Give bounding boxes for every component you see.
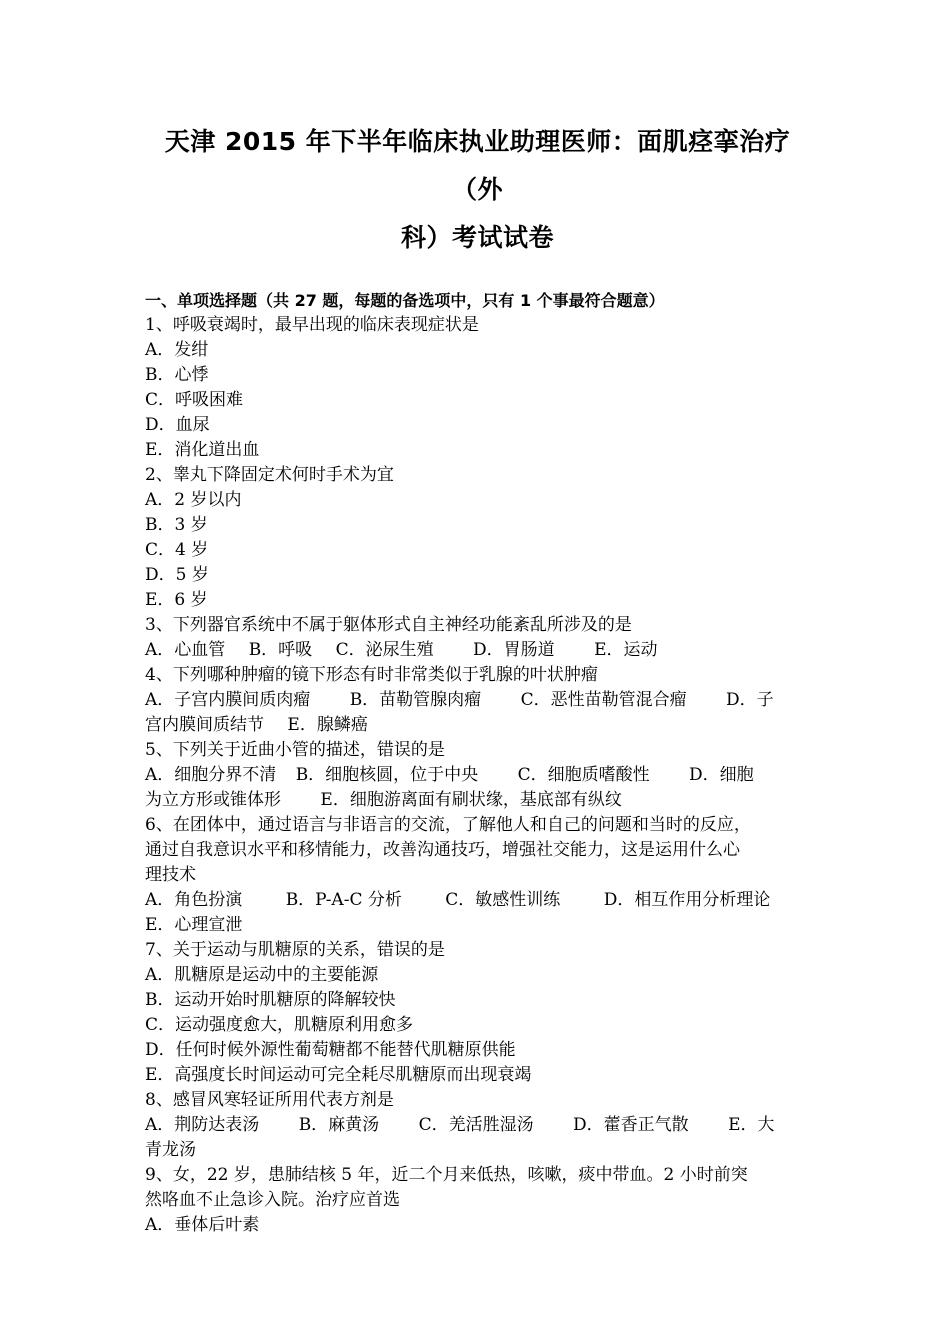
option-line: [145, 788, 810, 813]
section-heading: 一、单项选择题（共 27 题，每题的备选项中，只有 1 个事最符合题意）: [145, 291, 665, 310]
exam-page: [145, 0, 810, 1238]
option-e: E．消化道出血: [145, 440, 260, 460]
option-c: C．泌尿生殖: [335, 640, 434, 660]
option-a: A．子宫内膜间质肉瘤: [145, 690, 311, 710]
option-e: E．腺鳞癌: [287, 715, 368, 735]
option-d: D．子: [726, 690, 774, 710]
question-stem-line: 然咯血不止急诊入院。治疗应首选: [145, 1190, 400, 1210]
option-line: [145, 763, 810, 788]
exam-title: [145, 118, 810, 262]
question-stem-line: 9、女，22 岁，患肺结核 5 年，近二个月来低热，咳嗽，痰中带血。2 小时前突: [145, 1165, 748, 1185]
option-b: B．细胞核圆，位于中央: [295, 765, 479, 785]
question-6: [145, 813, 810, 938]
option-d: D．细胞: [689, 765, 754, 785]
question-stem: 7、关于运动与肌糖原的关系，错误的是: [145, 940, 445, 960]
option-a: A．心血管: [145, 640, 226, 660]
question-list: [145, 313, 810, 1238]
option-d-continued: 宫内膜间质结节: [145, 715, 264, 735]
option-d: D．血尿: [145, 415, 210, 435]
exam-title-line-1: 天津 2015 年下半年临床执业助理医师：面肌痉挛治疗（外: [164, 127, 791, 204]
option-a: A．肌糖原是运动中的主要能源: [145, 965, 379, 985]
question-4: [145, 663, 810, 738]
option-e-continued: 青龙汤: [145, 1140, 196, 1160]
option-d: D．任何时候外源性葡萄糖都不能替代肌糖原供能: [145, 1040, 516, 1060]
option-line: [145, 1113, 810, 1138]
option-e: E．高强度长时间运动可完全耗尽肌糖原而出现衰竭: [145, 1065, 532, 1085]
option-a: A．2 岁以内: [145, 490, 242, 510]
option-d: D．胃肠道: [473, 640, 555, 660]
question-5: [145, 738, 810, 813]
option-b: B．呼吸: [248, 640, 313, 660]
option-c: C．恶性苗勒管混合瘤: [520, 690, 687, 710]
question-8: [145, 1088, 810, 1163]
question-stem: 2、睾丸下降固定术何时手术为宜: [145, 465, 394, 485]
option-d: D．藿香正气散: [573, 1115, 689, 1135]
question-stem-line: 6、在团体中，通过语言与非语言的交流，了解他人和自己的问题和当时的反应，: [145, 815, 751, 835]
question-stem: 3、下列器官系统中不属于躯体形式自主神经功能紊乱所涉及的是: [145, 615, 632, 635]
option-b: B．运动开始时肌糖原的降解较快: [145, 990, 396, 1010]
option-d: D．相互作用分析理论: [603, 890, 771, 910]
option-c: C．羌活胜湿汤: [418, 1115, 534, 1135]
option-a: A．垂体后叶素: [145, 1215, 260, 1235]
option-c: C．呼吸困难: [145, 390, 244, 410]
option-b: B．苗勒管腺肉瘤: [349, 690, 482, 710]
question-stem: 5、下列关于近曲小管的描述，错误的是: [145, 740, 445, 760]
option-a: A．发绀: [145, 340, 209, 360]
option-d: D．5 岁: [145, 565, 209, 585]
option-line: [145, 713, 810, 738]
option-line: [145, 688, 810, 713]
question-7: [145, 938, 810, 1088]
option-line: [145, 888, 810, 913]
option-b: B．3 岁: [145, 515, 208, 535]
option-c: C．运动强度愈大，肌糖原利用愈多: [145, 1015, 414, 1035]
question-stem: 1、呼吸衰竭时，最早出现的临床表现症状是: [145, 315, 479, 335]
option-d-continued: 为立方形或锥体形: [145, 790, 281, 810]
exam-title-line-2: 科）考试试卷: [400, 223, 554, 252]
question-stem: 8、感冒风寒轻证所用代表方剂是: [145, 1090, 394, 1110]
question-stem: 4、下列哪种肿瘤的镜下形态有时非常类似于乳腺的叶状肿瘤: [145, 665, 598, 685]
option-b: B．麻黄汤: [298, 1115, 380, 1135]
question-3: [145, 613, 810, 663]
option-e: E．6 岁: [145, 590, 208, 610]
question-2: [145, 463, 810, 613]
question-9: [145, 1163, 810, 1238]
option-line: [145, 638, 810, 663]
option-c: C．敏感性训练: [445, 890, 561, 910]
option-a: A．角色扮演: [145, 890, 243, 910]
option-a: A．细胞分界不清: [145, 765, 277, 785]
option-b: B．P-A-C 分析: [285, 890, 402, 910]
option-a: A．荆防达表汤: [145, 1115, 260, 1135]
option-c: C．4 岁: [145, 540, 209, 560]
option-e: E．运动: [594, 640, 658, 660]
option-b: B．心悸: [145, 365, 209, 385]
option-e: E．心理宣泄: [145, 915, 243, 935]
option-e: E．细胞游离面有刷状缘，基底部有纵纹: [320, 790, 622, 810]
option-e: E．大: [728, 1115, 775, 1135]
question-stem-line: 通过自我意识水平和移情能力，改善沟通技巧，增强社交能力，这是运用什么心: [145, 840, 740, 860]
question-1: [145, 313, 810, 463]
option-c: C．细胞质嗜酸性: [517, 765, 650, 785]
question-stem-line: 理技术: [145, 865, 196, 885]
